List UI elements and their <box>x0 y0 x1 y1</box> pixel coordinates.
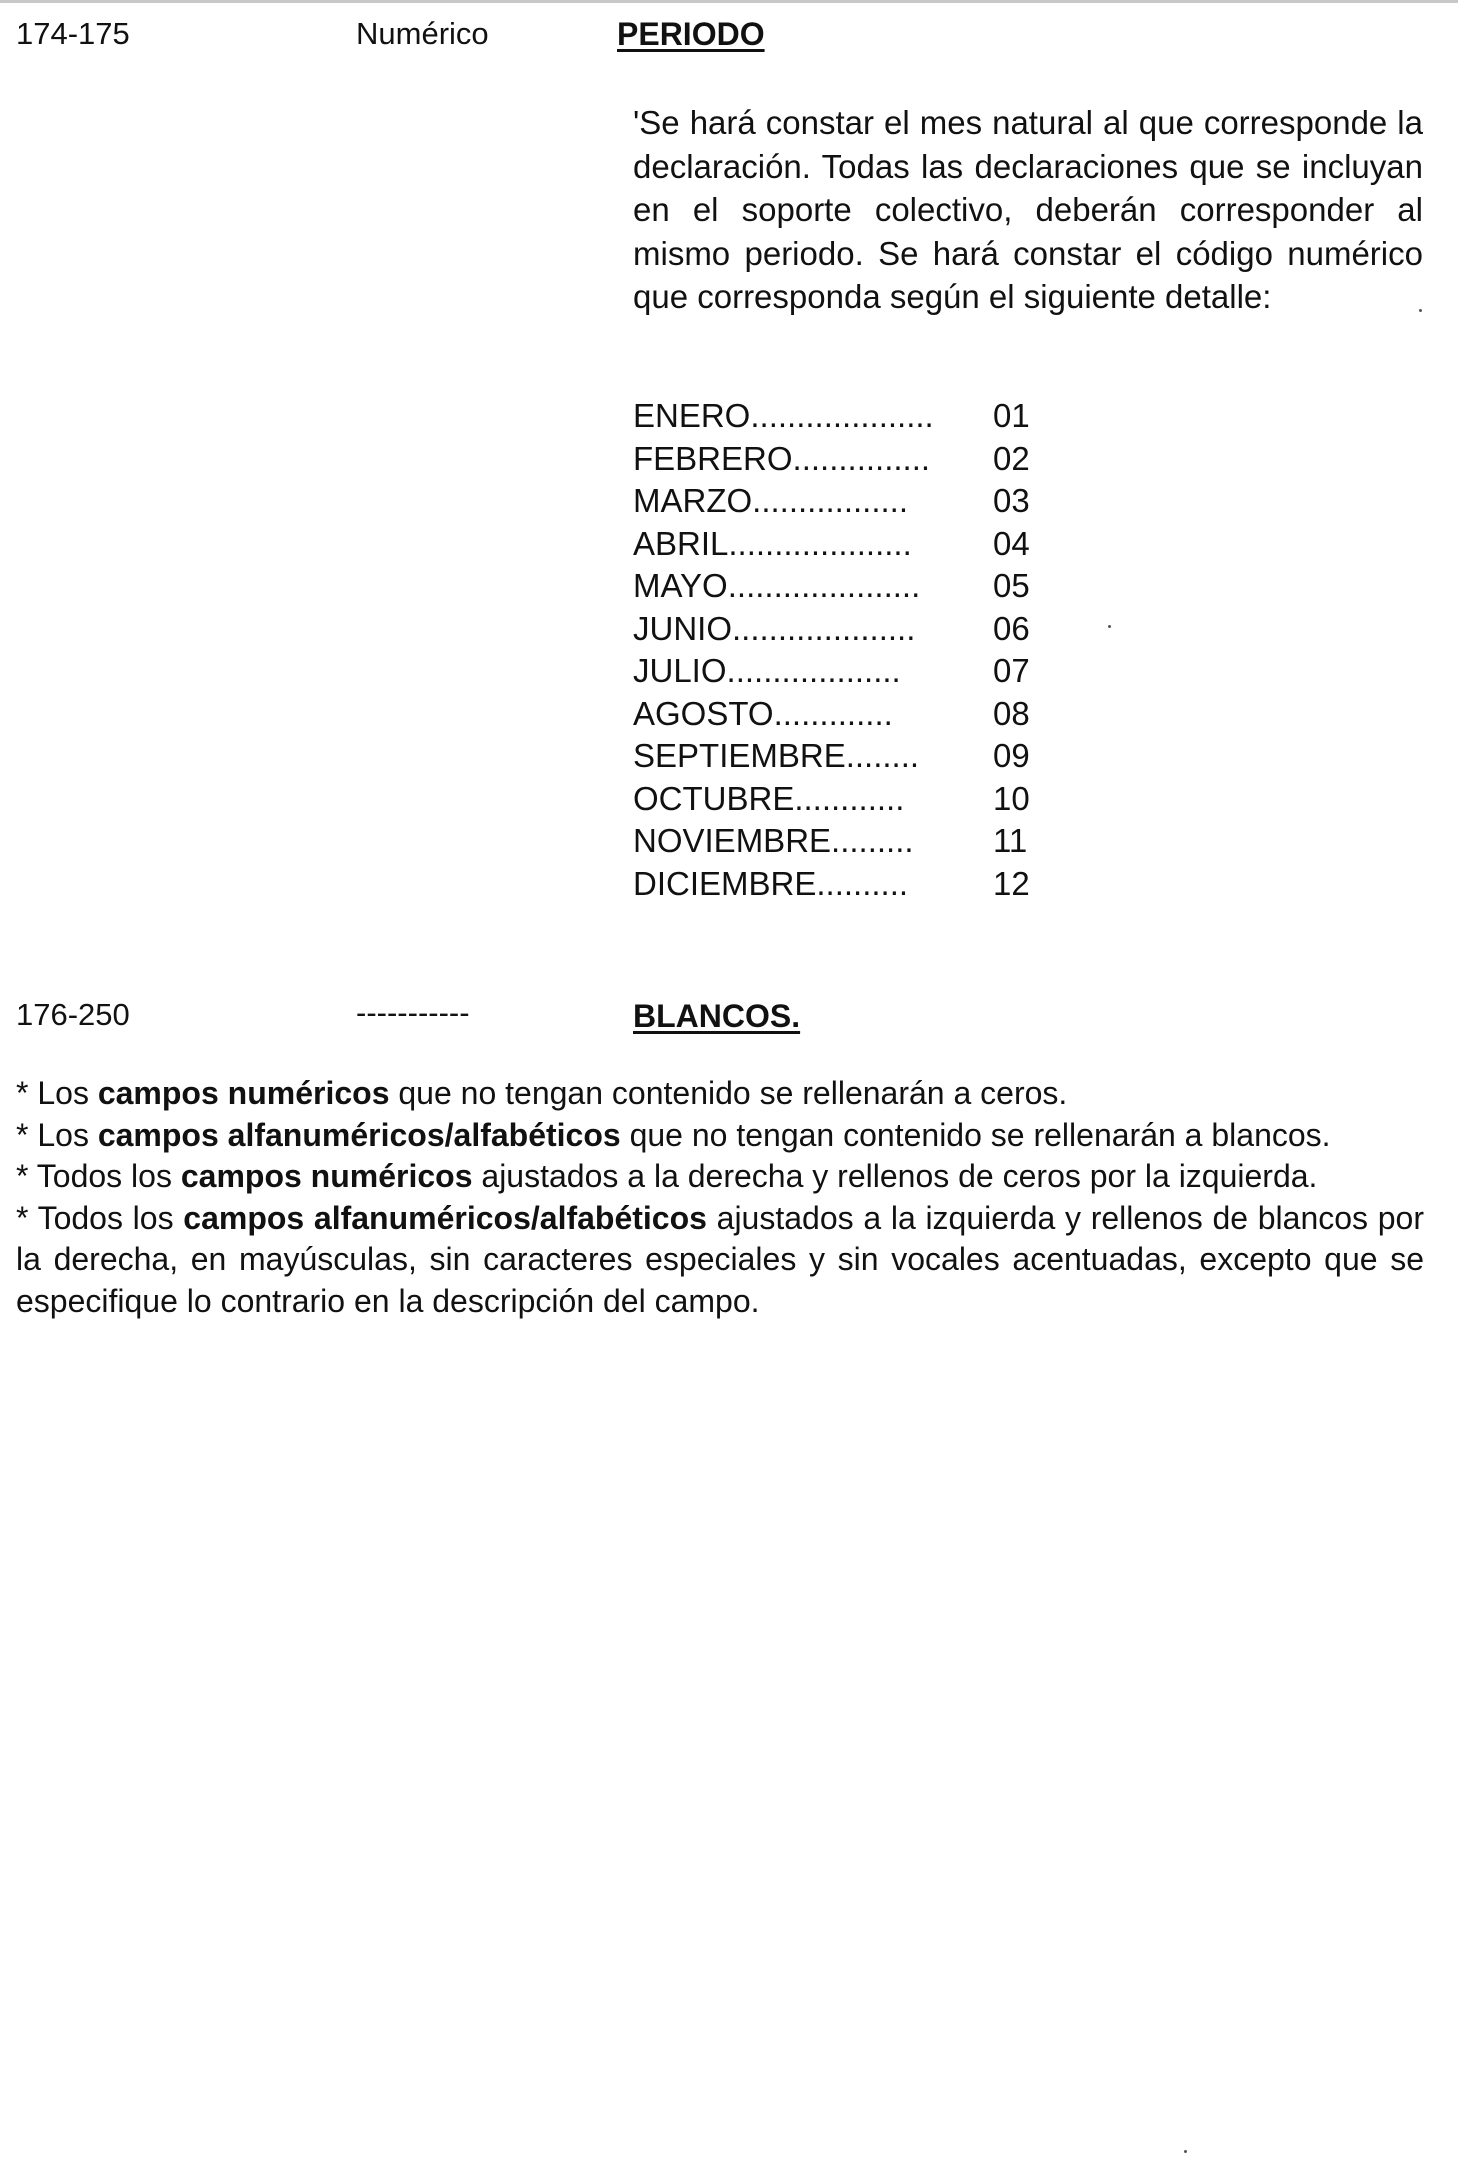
month-row <box>633 693 1053 736</box>
month-row <box>633 735 1053 778</box>
month-row <box>633 395 1053 438</box>
month-label: JULIO................... <box>633 652 901 689</box>
field-description: 'Se hará constar el mes natural al que corresponde la declaración. Todas las declaraciones que se incluyan en el soporte colectivo, deberán corresponder al mismo periodo. Se hará constar el código numérico que corresponda según el siguiente detalle: <box>633 104 1423 315</box>
scan-speck <box>1419 309 1422 312</box>
month-code: 07 <box>993 652 1030 689</box>
month-row <box>633 565 1053 608</box>
month-label: MAYO..................... <box>633 567 921 604</box>
top-rule <box>0 0 1458 3</box>
month-row <box>633 650 1053 693</box>
month-code: 05 <box>993 567 1030 604</box>
month-row <box>633 863 1053 906</box>
month-code: 08 <box>993 694 1030 732</box>
note-emphasis: campos numéricos <box>180 1158 473 1194</box>
field-type: ----------- <box>356 995 470 1030</box>
field-type: Numérico <box>356 16 489 51</box>
month-code: 03 <box>993 482 1030 519</box>
note-emphasis: campos alfanuméricos/alfabéticos <box>183 1199 707 1236</box>
month-row <box>633 523 1053 566</box>
note-item <box>16 1198 1424 1323</box>
month-code: 11 <box>993 822 1028 859</box>
month-code: 01 <box>993 397 1030 434</box>
note-suffix: ajustados a la derecha y rellenos de ceros por la izquierda. <box>472 1158 1318 1194</box>
month-label: FEBRERO............... <box>633 439 931 477</box>
note-prefix: * Todos los <box>16 1158 181 1194</box>
note-emphasis: campos numéricos <box>97 1075 390 1111</box>
month-label: OCTUBRE............ <box>633 779 905 817</box>
general-notes <box>16 1073 1424 1322</box>
note-prefix: * Los <box>16 1116 98 1153</box>
month-label: JUNIO.................... <box>633 609 916 647</box>
month-label: AGOSTO............. <box>633 694 893 732</box>
month-row <box>633 820 1053 863</box>
month-label: DICIEMBRE.......... <box>633 864 909 902</box>
note-suffix: ajustados a la izquierda y rellenos de blancos por la derecha, en mayúsculas, sin caracteres especiales y sin vocales acentuadas, excepto que se especifique lo contrario en la descripción del campo. <box>16 1199 1425 1319</box>
month-code: 12 <box>993 864 1030 902</box>
month-label: MARZO................. <box>633 482 909 519</box>
month-row <box>633 778 1053 821</box>
note-item <box>16 1156 1424 1198</box>
month-label: ABRIL.................... <box>633 524 912 562</box>
month-code: 06 <box>993 609 1030 647</box>
scan-speck <box>1184 2150 1187 2153</box>
note-suffix: que no tengan contenido se rellenarán a blancos. <box>620 1116 1331 1153</box>
month-label: NOVIEMBRE......... <box>633 822 914 859</box>
month-code: 10 <box>993 779 1030 817</box>
note-prefix: * Todos los <box>16 1199 184 1236</box>
note-item <box>16 1073 1424 1115</box>
month-row <box>633 438 1053 481</box>
field-title: PERIODO <box>617 16 765 52</box>
month-code: 09 <box>993 737 1030 774</box>
field-position: 174-175 <box>16 16 130 51</box>
month-label: ENERO.................... <box>633 397 934 434</box>
month-code: 02 <box>993 439 1030 477</box>
month-row <box>633 480 1053 523</box>
month-row <box>633 608 1053 651</box>
note-prefix: * Los <box>16 1075 98 1111</box>
note-emphasis: campos alfanuméricos/alfabéticos <box>97 1116 621 1153</box>
month-code: 04 <box>993 524 1030 562</box>
note-suffix: que no tengan contenido se rellenarán a ceros. <box>389 1075 1068 1111</box>
field-title: BLANCOS. <box>633 998 801 1034</box>
note-item <box>16 1115 1424 1157</box>
month-label: SEPTIEMBRE........ <box>633 737 920 774</box>
scan-speck <box>1108 625 1111 628</box>
month-code-list <box>633 395 1053 905</box>
field-position: 176-250 <box>16 997 130 1032</box>
